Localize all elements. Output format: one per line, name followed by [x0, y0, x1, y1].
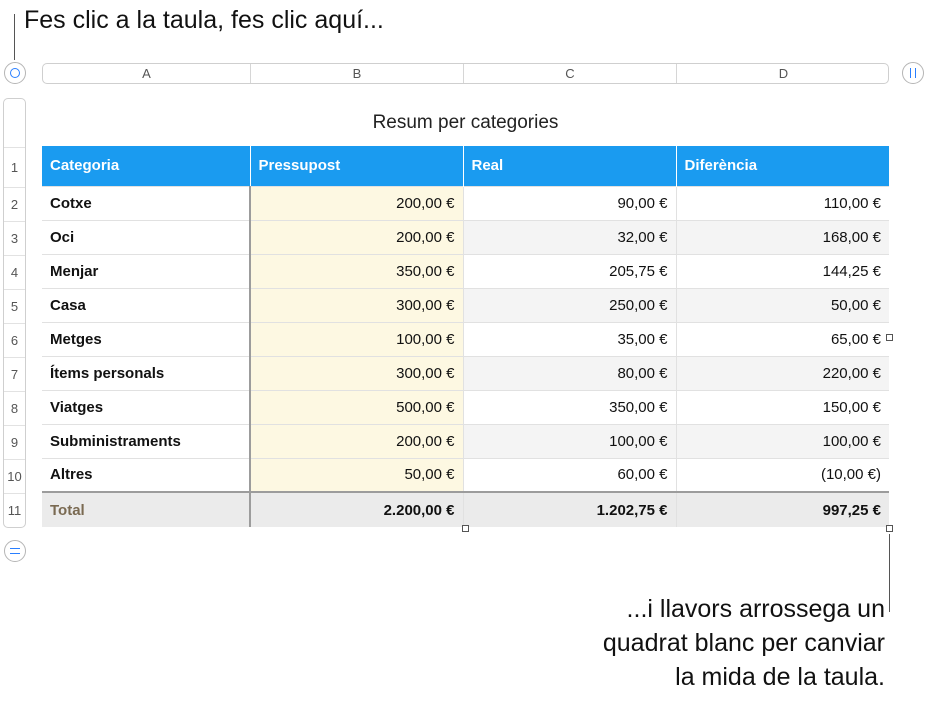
cell-budget[interactable]: 50,00 € [250, 458, 463, 492]
cell-actual[interactable]: 60,00 € [463, 458, 676, 492]
cell-actual[interactable]: 205,75 € [463, 254, 676, 288]
header-cell-real[interactable]: Real [463, 146, 676, 186]
cell-difference[interactable]: 150,00 € [676, 390, 889, 424]
cell-actual[interactable]: 90,00 € [463, 186, 676, 220]
cell-category[interactable]: Subministraments [42, 424, 250, 458]
column-header-bar [42, 63, 889, 84]
cell-category[interactable]: Altres [42, 458, 250, 492]
cell-category[interactable]: Menjar [42, 254, 250, 288]
cell-category[interactable]: Casa [42, 288, 250, 322]
cell-budget[interactable]: 100,00 € [250, 322, 463, 356]
row-header-1[interactable]: 1 [4, 147, 25, 187]
cell-total-label[interactable]: Total [42, 492, 250, 527]
cell-actual[interactable]: 350,00 € [463, 390, 676, 424]
cell-budget[interactable]: 200,00 € [250, 424, 463, 458]
cell-budget[interactable]: 200,00 € [250, 186, 463, 220]
cell-actual[interactable]: 32,00 € [463, 220, 676, 254]
cell-category[interactable]: Oci [42, 220, 250, 254]
column-header-b[interactable]: B [251, 64, 464, 83]
cell-difference[interactable]: 168,00 € [676, 220, 889, 254]
cell-difference[interactable]: 144,25 € [676, 254, 889, 288]
header-cell-diferencia[interactable]: Diferència [676, 146, 889, 186]
row-header-9[interactable]: 9 [4, 425, 25, 459]
table-row [42, 288, 889, 322]
resize-handle-corner[interactable] [886, 525, 893, 532]
cell-actual[interactable]: 80,00 € [463, 356, 676, 390]
callout-leader-line-bottom [889, 534, 890, 612]
header-cell-categoria[interactable]: Categoria [42, 146, 250, 186]
cell-actual[interactable]: 250,00 € [463, 288, 676, 322]
callout-top: Fes clic a la taula, fes clic aquí... [24, 6, 384, 34]
resize-handle-bottom[interactable] [462, 525, 469, 532]
row-header-11[interactable]: 11 [4, 493, 25, 527]
cell-category[interactable]: Metges [42, 322, 250, 356]
cell-difference[interactable]: 65,00 € [676, 322, 889, 356]
table-row [42, 424, 889, 458]
row-header-bar [3, 98, 26, 528]
cell-difference[interactable]: 220,00 € [676, 356, 889, 390]
table-row [42, 186, 889, 220]
cell-difference[interactable]: 50,00 € [676, 288, 889, 322]
row-resize-handle-icon [10, 548, 20, 554]
cell-budget[interactable]: 200,00 € [250, 220, 463, 254]
header-row [42, 146, 889, 186]
column-header-d[interactable]: D [778, 66, 789, 81]
cell-actual[interactable]: 35,00 € [463, 322, 676, 356]
select-table-button[interactable] [4, 62, 26, 84]
table-row [42, 322, 889, 356]
callout-bottom-line-1: ...i llavors arrossega un [626, 595, 885, 623]
callout-leader-line-top [14, 14, 15, 60]
column-header-c[interactable]: C [464, 64, 677, 83]
header-cell-pressupost[interactable]: Pressupost [250, 146, 463, 186]
callout-bottom [505, 592, 885, 694]
cell-category[interactable]: Viatges [42, 390, 250, 424]
column-resize-handle-icon [910, 68, 916, 78]
cell-total-actual[interactable]: 1.202,75 € [463, 492, 676, 527]
table-row [42, 220, 889, 254]
cell-difference[interactable]: 100,00 € [676, 424, 889, 458]
resize-handle-right[interactable] [886, 334, 893, 341]
row-header-2[interactable]: 2 [4, 187, 25, 221]
add-columns-button[interactable] [902, 62, 924, 84]
cell-total-difference[interactable]: 997,25 € [676, 492, 889, 527]
row-header-8[interactable]: 8 [4, 391, 25, 425]
cell-difference-negative[interactable]: (10,00 €) [676, 458, 889, 492]
cell-total-budget[interactable]: 2.200,00 € [250, 492, 463, 527]
cell-budget[interactable]: 300,00 € [250, 356, 463, 390]
row-header-7[interactable]: 7 [4, 357, 25, 391]
cell-budget[interactable]: 350,00 € [250, 254, 463, 288]
cell-category[interactable]: Cotxe [42, 186, 250, 220]
table-title[interactable]: Resum per categories [372, 112, 559, 133]
row-header-3[interactable]: 3 [4, 221, 25, 255]
callout-bottom-line-3: la mida de la taula. [675, 663, 885, 691]
select-table-circle-icon [10, 68, 20, 78]
budget-table [42, 146, 889, 527]
row-header-10[interactable]: 10 [4, 459, 25, 493]
cell-difference[interactable]: 110,00 € [676, 186, 889, 220]
table-row [42, 356, 889, 390]
callout-bottom-line-2: quadrat blanc per canviar [602, 629, 885, 657]
add-rows-button[interactable] [4, 540, 26, 562]
cell-category[interactable]: Ítems personals [42, 356, 250, 390]
row-header-4[interactable]: 4 [4, 255, 25, 289]
cell-budget[interactable]: 300,00 € [250, 288, 463, 322]
row-header-6[interactable]: 6 [4, 323, 25, 357]
total-row [42, 492, 889, 527]
cell-actual[interactable]: 100,00 € [463, 424, 676, 458]
row-header-5[interactable]: 5 [4, 289, 25, 323]
table-row [42, 254, 889, 288]
table-row [42, 390, 889, 424]
column-header-a[interactable]: A [43, 64, 251, 83]
table-row [42, 458, 889, 492]
cell-budget[interactable]: 500,00 € [250, 390, 463, 424]
